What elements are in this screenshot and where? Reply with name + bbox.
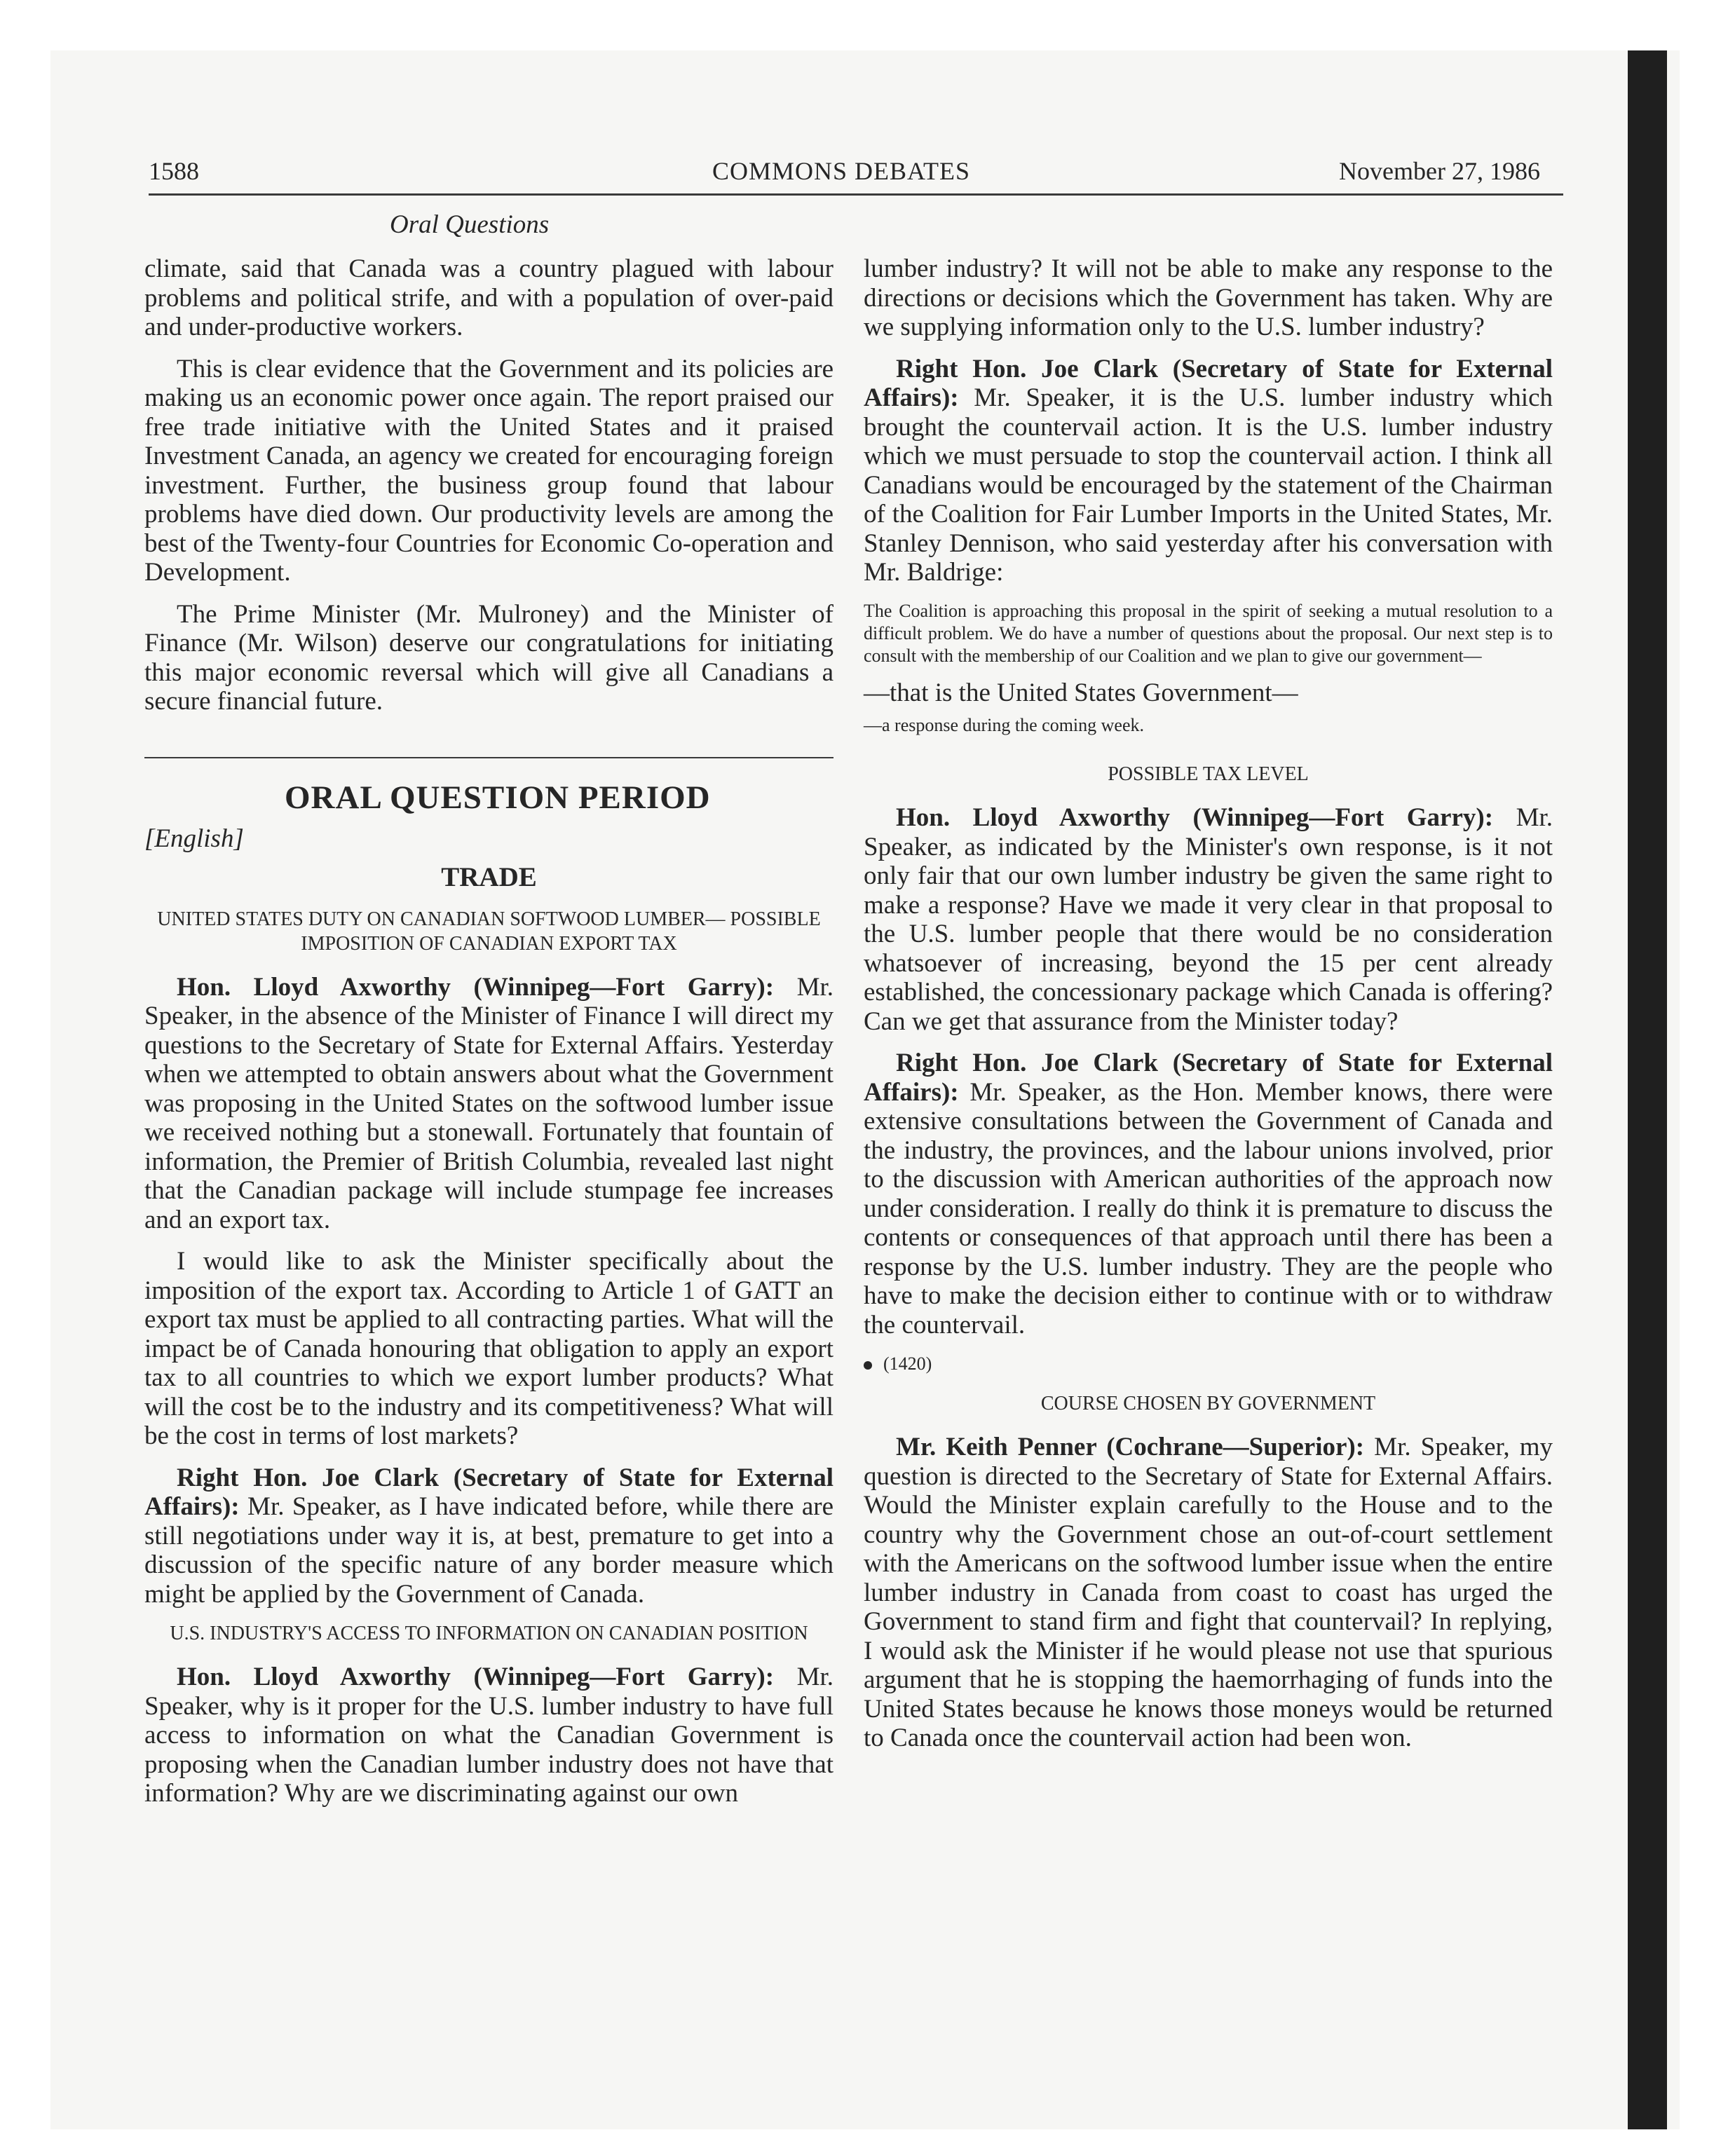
speaker-name: Right Hon. Joe Clark (Secretary of State for External Affairs): — [864, 354, 1553, 412]
subheading: POSSIBLE TAX LEVEL — [1108, 763, 1309, 785]
speech-text: Mr. Speaker, as the Hon. Member knows, there were extensive consultations between the Government of Canada and the industry, the provinces, and the labour unions involved, prior to the discussion with American authorities of the approach now under consideration. I really do think it is premature to discuss the contents or consequences of that approach until there has been a response by the U.S. lumber industry. They are the people who have to make the decision either to continue with or to withdraw the countervail. — [864, 1077, 1553, 1339]
speaker-name: Hon. Lloyd Axworthy (Winnipeg—Fort Garry): — [896, 803, 1494, 832]
speech-text: Mr. Speaker, as I have indicated before, while there are still negotiations under way it is, at best, premature to get into a discussion of the specific nature of any border measure which might be applied by the Government of Canada. — [144, 1492, 834, 1609]
header-rule — [149, 193, 1563, 196]
timestamp-text: (1420) — [883, 1353, 932, 1374]
speech-text: Mr. Speaker, my question is directed to the Secretary of State for External Affairs. Would the Minister explain carefully to the House and to the country why the Government chose an out-of-court settlement with the Americans on the softwood lumber issue when the entire lumber industry in Canada from coast to coast has urged the Government to stand firm and fight that countervail? In replying, I would ask the Minister if he would please not use that spurious argument that he is stopping the haemorrhaging of funds into the United States because he knows those moneys would be returned to Canada once the countervail action had been won. — [864, 1433, 1553, 1752]
speech-text: Mr. Speaker, why is it proper for the U.S. lumber industry to have full access to information on what the Canadian Government is proposing when the Canadian lumber industry does not have that information? Why are we discriminating against our own — [144, 1663, 834, 1808]
paragraph: climate, said that Canada was a country plagued with labour problems and political strife, and with a population of over-paid and under-productive workers. — [144, 254, 834, 341]
quotation-end: —a response during the coming week. — [864, 715, 1145, 735]
subheading: U.S. INDUSTRY'S ACCESS TO INFORMATION ON CANADIAN POSITION — [170, 1623, 808, 1644]
oqp-title: ORAL QUESTION PERIOD — [285, 779, 711, 816]
language-marker: [English] — [144, 824, 244, 853]
speech — [864, 803, 1553, 1036]
speech — [144, 1464, 834, 1609]
section-label: Oral Questions — [390, 210, 550, 239]
subject-heading: TRADE — [441, 861, 537, 892]
speech-text: Mr. Speaker, as indicated by the Minister's own response, is it not only fair that our own lumber industry be given the same right to make a response? Have we made it very clear in that proposal to the U.S. lumber people that there would be no consideration whatsoever of increasing, beyond the 15 per cent already established, the concessionary package which Canada is offering? Can we get that assurance from the Minister today? — [864, 803, 1553, 1036]
left-column — [144, 254, 834, 1821]
speech — [864, 1049, 1553, 1339]
bullet-icon — [864, 1361, 872, 1370]
page-number: 1588 — [149, 157, 199, 185]
speech-text: Mr. Speaker, it is the U.S. lumber industry which brought the countervail action. It is the U.S. lumber industry which we must persuade to stop the countervail action. I think all Canadians would be encouraged by the statement of the Chairman of the Coalition for Fair Lumber Imports in the United States, Mr. Stanley Dennison, who said yesterday after his conversation with Mr. Baldrige: — [864, 383, 1553, 587]
header-date: November 27, 1986 — [1339, 157, 1540, 185]
speaker-name: Hon. Lloyd Axworthy (Winnipeg—Fort Garry): — [177, 972, 775, 1002]
subheading: COURSE CHOSEN BY GOVERNMENT — [1040, 1393, 1376, 1414]
speech — [144, 1663, 834, 1808]
paragraph: The Prime Minister (Mr. Mulroney) and the Minister of Finance (Mr. Wilson) deserve our congratulations for initiating this major economic reversal which will give all Canadians a secure financial future. — [144, 599, 834, 716]
quotation: The Coalition is approaching this proposal in the spirit of seeking a mutual resolution to a difficult problem. We do have a number of questions about the proposal. Our next step is to consult with the membership of our Coalition and we plan to give our government— — [864, 600, 1553, 666]
speech — [144, 973, 834, 1235]
speech — [864, 1433, 1553, 1753]
subheading: UNITED STATES DUTY ON CANADIAN SOFTWOOD LUMBER— POSSIBLE IMPOSITION OF CANADIAN EXPORT TAX — [157, 908, 821, 955]
speaker-name: Right Hon. Joe Clark (Secretary of State for External Affairs): — [144, 1463, 834, 1521]
right-column — [864, 254, 1553, 1766]
speech-text: Mr. Speaker, in the absence of the Minister of Finance I will direct my questions to the Secretary of State for External Affairs. Yesterday when we attempted to obtain answers about what the Government was proposing in the United States on the softwood lumber issue we received nothing but a stonewall. Fortunately that fountain of information, the Premier of British Columbia, revealed last night that the Canadian package will include stumpage fee increases and an export tax. — [144, 972, 834, 1234]
speech — [864, 355, 1553, 587]
speaker-name: Hon. Lloyd Axworthy (Winnipeg—Fort Garry): — [177, 1663, 775, 1691]
timestamp — [864, 1352, 1553, 1376]
paragraph: I would like to ask the Minister specifically about the imposition of the export tax. According to Article 1 of GATT an export tax must be applied to all contracting parties. What will the impact be of Canada honouring that obligation to apply an export tax to all countries to which we export lumber products? What will the cost be to the industry and its competitiveness? What will be the cost in terms of lost markets? — [144, 1247, 834, 1450]
scan-edge-bar — [1628, 50, 1667, 2129]
interjection: —that is the United States Government— — [864, 678, 1298, 707]
section-divider — [144, 757, 834, 758]
running-title: COMMONS DEBATES — [712, 157, 971, 185]
speaker-name: Mr. Keith Penner (Cochrane—Superior): — [896, 1433, 1365, 1461]
paragraph: lumber industry? It will not be able to make any response to the directions or decisions which the Government has taken. Why are we supplying information only to the U.S. lumber industry? — [864, 254, 1553, 341]
paragraph: This is clear evidence that the Government and its policies are making us an economic power once again. The report praised our free trade initiative with the United States and it praised Investment Canada, an agency we created for encouraging foreign investment. Further, the business group found that labour problems have died down. Our productivity levels are among the best of the Twenty-four Countries for Economic Co-operation and Development. — [144, 354, 834, 587]
speaker-name: Right Hon. Joe Clark (Secretary of State for External Affairs): — [864, 1049, 1553, 1107]
oral-question-period-heading — [144, 778, 834, 861]
